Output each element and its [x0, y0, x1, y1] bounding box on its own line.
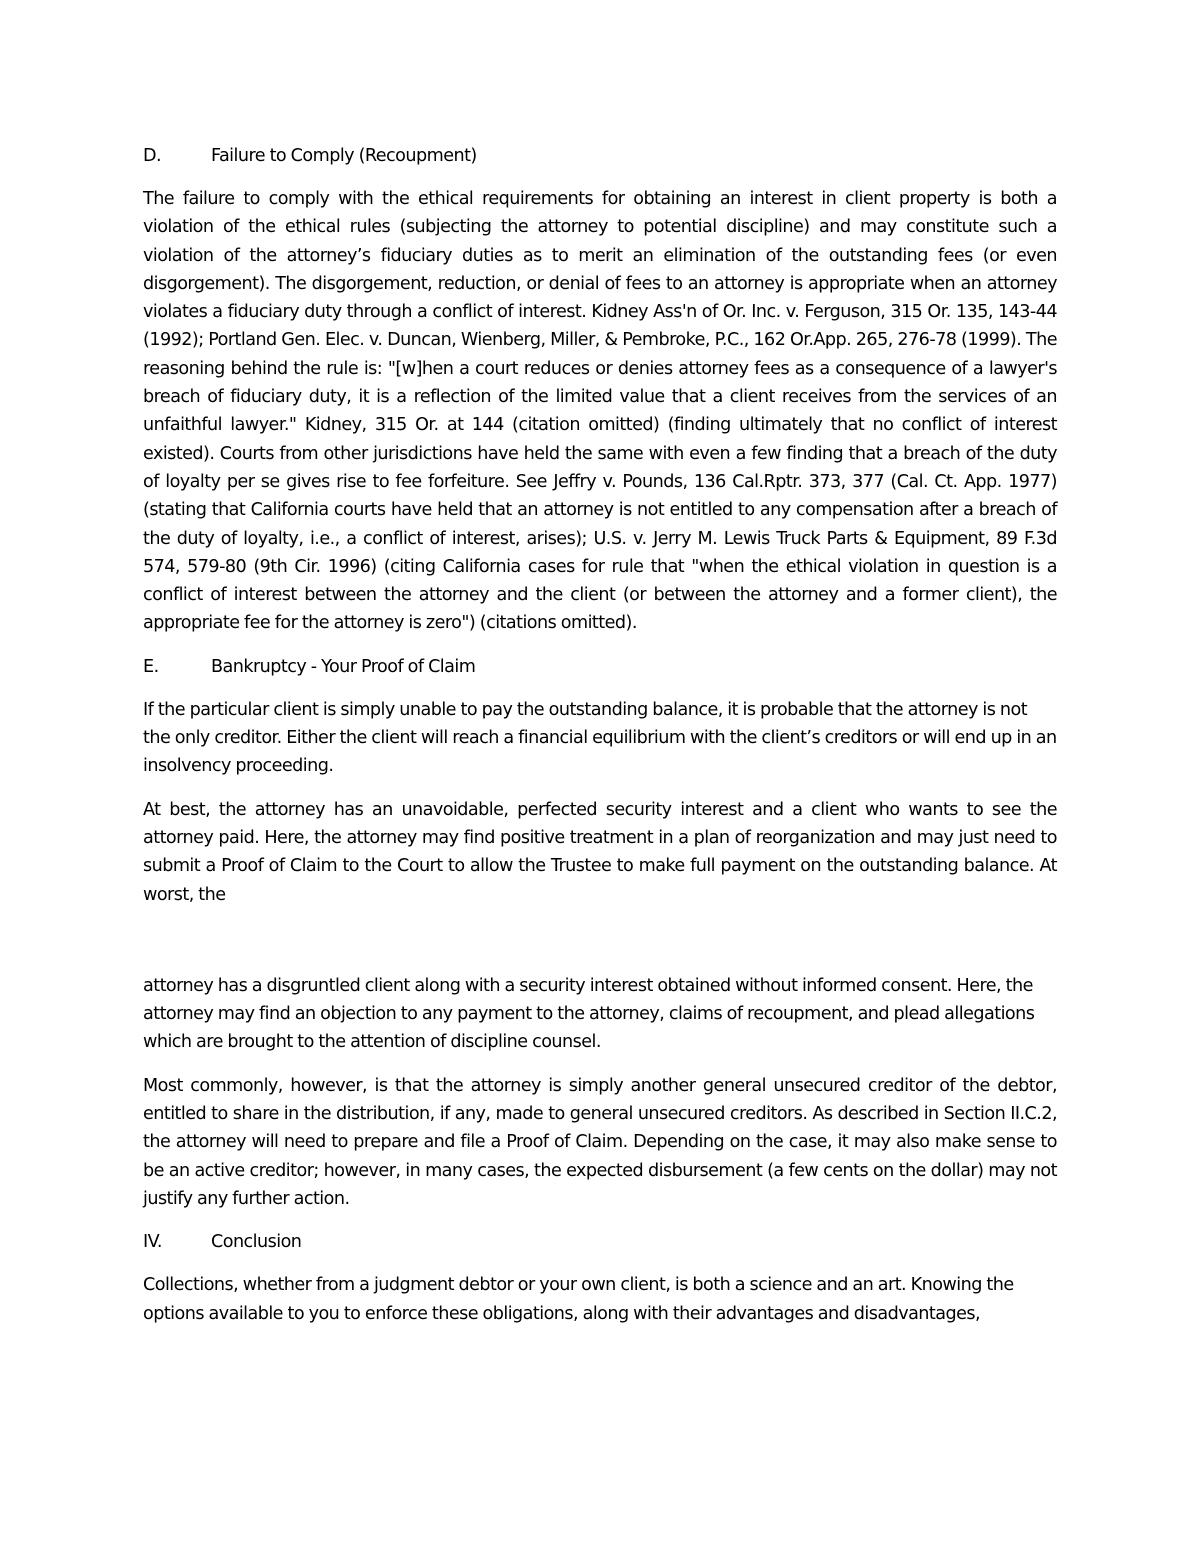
- page-break-gap: [143, 924, 1057, 972]
- paragraph: attorney has a disgruntled client along with a security interest obtained without informed consent. Here, the attorney may find an objection to any payment to the attorney, claims of recoupment, and plead allegations which are brought to the attention of discipline counsel.: [143, 975, 1035, 1053]
- paragraph: At best, the attorney has an unavoidable, perfected security interest and a client who wants to see the attorney paid. Here, the attorney may find positive treatment in a plan of reorganization and may just need to submit a Proof of Claim to the Court to allow the Trustee to make full payment on the outstanding balance. At worst, the: [143, 799, 1057, 905]
- section-heading-d: [143, 142, 1057, 170]
- paragraph: Collections, whether from a judgment debtor or your own client, is both a science and an art. Knowing the options available to you to enforce these obligations, along with their advantages and disadvantages,: [143, 1275, 1014, 1324]
- section-number: E.: [143, 656, 159, 677]
- section-heading-e: [143, 653, 1057, 681]
- paragraph: Most commonly, however, is that the attorney is simply another general unsecured creditor of the debtor, entitled to share in the distribution, if any, made to general unsecured creditors. As described in Section II.C.2, the attorney will need to prepare and file a Proof of Claim. Depending on the case, it may also make sense to be an active creditor; however, in many cases, the expected disbursement (a few cents on the dollar) may not justify any further action.: [143, 1075, 1057, 1209]
- section-title: Failure to Comply (Recoupment): [211, 146, 477, 166]
- paragraph: If the particular client is simply unable to pay the outstanding balance, it is probable that the attorney is not the only creditor. Either the client will reach a financial equilibrium with the client’s creditors or will end up in an insolvency proceeding.: [143, 699, 1057, 777]
- section-number: D.: [143, 146, 162, 166]
- section-number: IV.: [143, 1232, 162, 1253]
- section-title: Conclusion: [211, 1232, 302, 1253]
- section-title: Bankruptcy - Your Proof of Claim: [211, 656, 476, 677]
- paragraph: The failure to comply with the ethical requirements for obtaining an interest in client property is both a violation of the ethical rules (subjecting the attorney to potential discipline) and may constitute such a violation of the attorney’s fiduciary duties as to merit an elimination of the outstanding fees (or even disgorgement). The disgorgement, reduction, or denial of fees to an attorney is appropriate when an attorney violates a fiduciary duty through a conflict of interest. Kidney Ass'n of Or. Inc. v. Ferguson, 315 Or. 135, 143-44 (1992); Portland Gen. Elec. v. Duncan, Wienberg, Miller, & Pembroke, P.C., 162 Or.App. 265, 276-78 (1999). The reasoning behind the rule is: "[w]hen a court reduces or denies attorney fees as a consequence of a lawyer's breach of fiduciary duty, it is a reflection of the limited value that a client receives from the services of an unfaithful lawyer." Kidney, 315 Or. at 144 (citation omitted) (finding ultimately that no conflict of interest existed). Courts from other jurisdictions have held the same with even a few finding that a breach of the duty of loyalty per se gives rise to fee forfeiture. See Jeffry v. Pounds, 136 Cal.Rptr. 373, 377 (Cal. Ct. App. 1977) (stating that California courts have held that an attorney is not entitled to any compensation after a breach of the duty of loyalty, i.e., a conflict of interest, arises); U.S. v. Jerry M. Lewis Truck Parts & Equipment, 89 F.3d 574, 579-80 (9th Cir. 1996) (citing California cases for rule that "when the ethical violation in question is a conflict of interest between the attorney and the client (or between the attorney and a former client), the appropriate fee for the attorney is zero") (citations omitted).: [143, 189, 1057, 634]
- section-heading-iv: [143, 1228, 1057, 1256]
- document-body: [143, 142, 1057, 1343]
